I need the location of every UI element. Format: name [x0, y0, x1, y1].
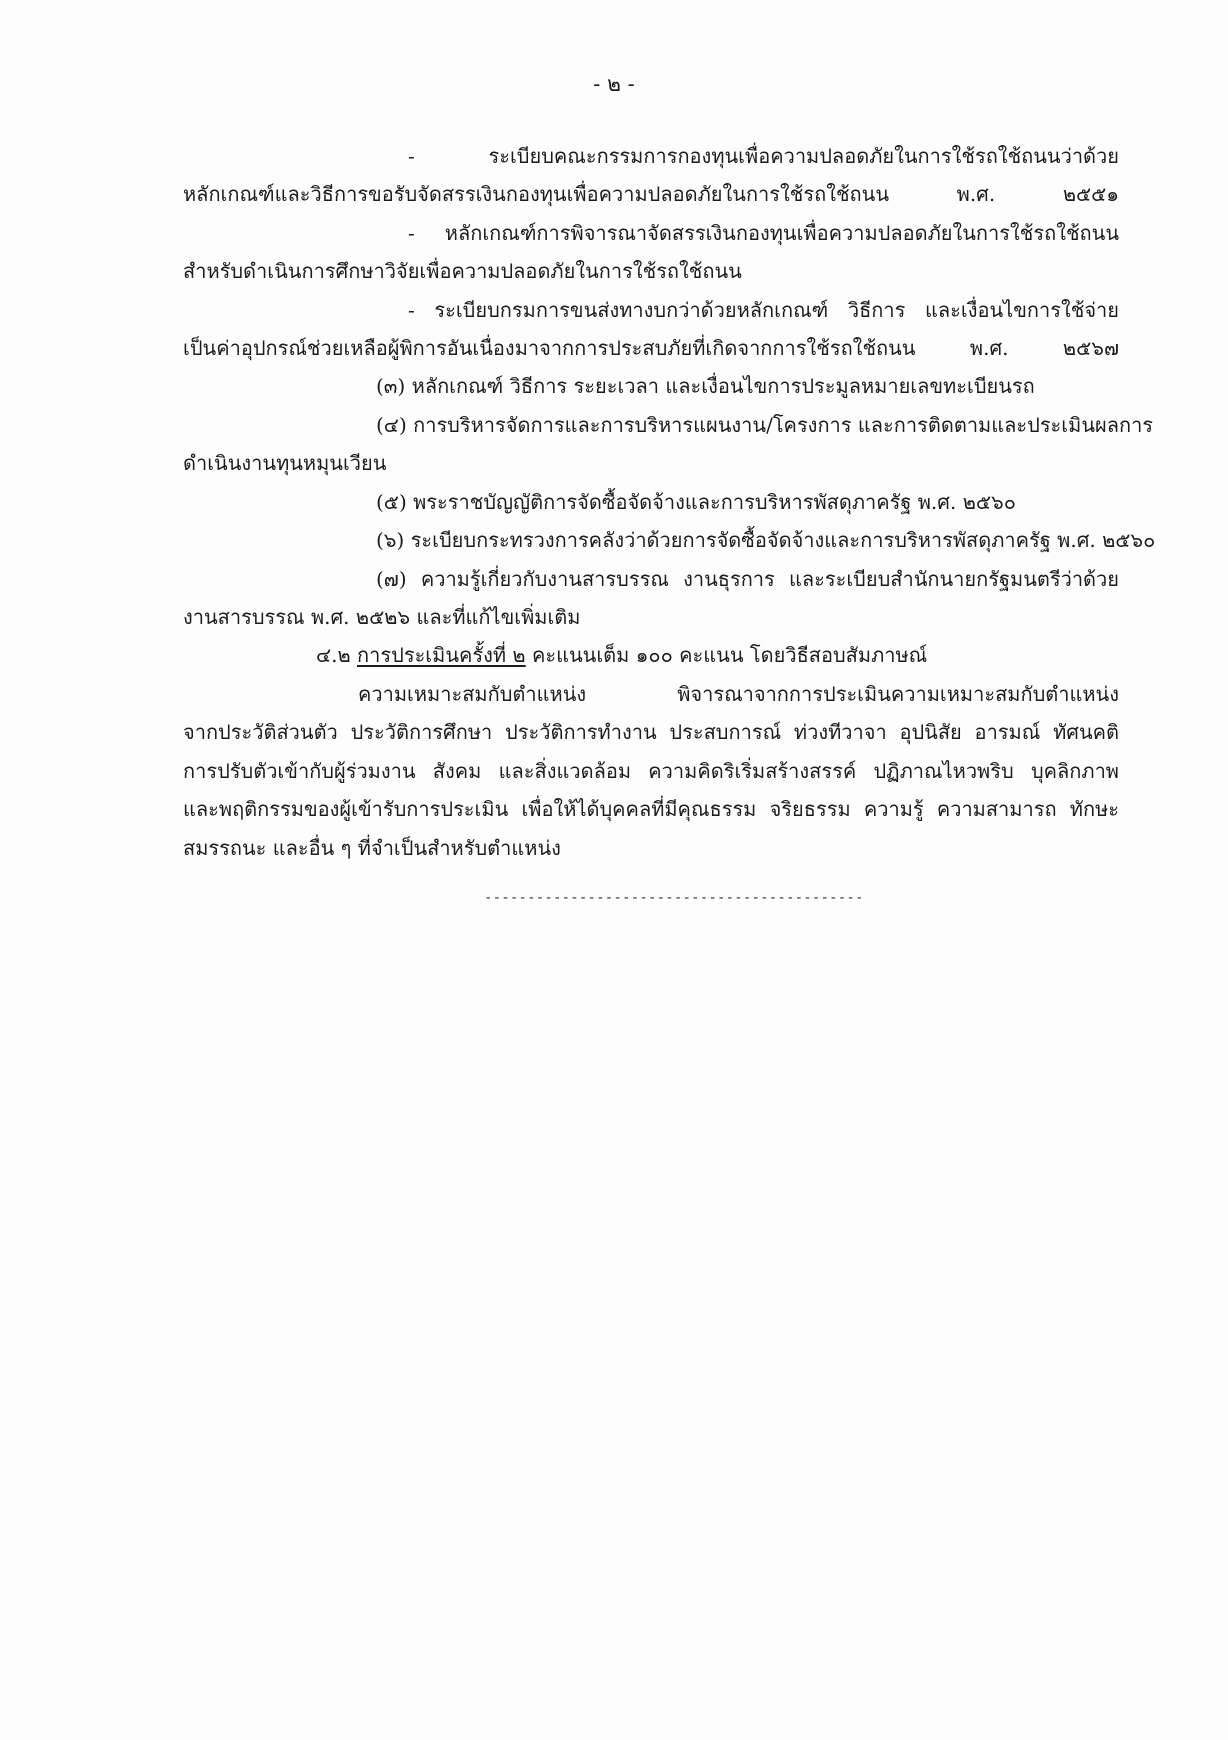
list-item: (๖) ระเบียบกระทรวงการคลังว่าด้วยการจัดซื้อจัดจ้างและการบริหารพัสดุภาครัฐ พ.ศ. ๒๕๖๐ [376, 528, 1156, 552]
paragraph-line: และพฤติกรรมของผู้เข้ารับการประเมิน เพื่อให้ได้บุคคลที่มีคุณธรรม จริยธรรม ความรู้ ความสามารถ ทักษะ [183, 797, 1119, 821]
closing-divider: -------------------------------------------- [484, 890, 864, 906]
text-line: สำหรับดำเนินการศึกษาวิจัยเพื่อความปลอดภัยในการใช้รถใช้ถนน [183, 259, 742, 283]
section-heading-rest: คะแนนเต็ม ๑๐๐ คะแนน โดยวิธีสอบสัมภาษณ์ [531, 643, 928, 667]
list-item: (๓) หลักเกณฑ์ วิธีการ ระยะเวลา และเงื่อนไขการประมูลหมายเลขทะเบียนรถ [376, 374, 1035, 398]
page-number: - ๒ - [593, 72, 635, 96]
text-line: เป็นค่าอุปกรณ์ช่วยเหลือผู้พิการอันเนื่องมาจากการประสบภัยที่เกิดจากการใช้รถใช้ถนน พ.ศ. ๒๕๖๗ [183, 336, 1119, 360]
list-item: (๔) การบริหารจัดการและการบริหารแผนงาน/โครงการ และการติดตามและประเมินผลการ [376, 413, 1154, 437]
paragraph-line: ความเหมาะสมกับตำแหน่ง พิจารณาจากการประเมินความเหมาะสมกับตำแหน่ง [358, 682, 1119, 706]
paragraph-line: การปรับตัวเข้ากับผู้ร่วมงาน สังคม และสิ่งแวดล้อม ความคิดริเริ่มสร้างสรรค์ ปฏิภาณไหวพริบ บุคลิกภาพ [183, 759, 1119, 783]
text-line: - ระเบียบคณะกรรมการกองทุนเพื่อความปลอดภัยในการใช้รถใช้ถนนว่าด้วย [408, 144, 1119, 168]
text-line: ดำเนินงานทุนหมุนเวียน [183, 451, 387, 475]
paragraph-line: จากประวัติส่วนตัว ประวัติการศึกษา ประวัติการทำงาน ประสบการณ์ ท่วงทีวาจา อุปนิสัย อารมณ์ ทัศนคติ [183, 720, 1119, 744]
section-heading [316, 641, 927, 669]
section-heading-underlined: การประเมินครั้งที่ ๒ [357, 643, 526, 667]
text-line: - ระเบียบกรมการขนส่งทางบกว่าด้วยหลักเกณฑ์ วิธีการ และเงื่อนไขการใช้จ่าย [408, 298, 1119, 322]
paragraph-line: สมรรถนะ และอื่น ๆ ที่จำเป็นสำหรับตำแหน่ง [183, 836, 561, 860]
text-line: งานสารบรรณ พ.ศ. ๒๕๒๖ และที่แก้ไขเพิ่มเติม [183, 605, 581, 629]
list-item: (๗) ความรู้เกี่ยวกับงานสารบรรณ งานธุรการ และระเบียบสำนักนายกรัฐมนตรีว่าด้วย [376, 567, 1119, 591]
section-number: ๔.๒ [316, 643, 351, 667]
text-line: - หลักเกณฑ์การพิจารณาจัดสรรเงินกองทุนเพื่อความปลอดภัยในการใช้รถใช้ถนน [408, 221, 1119, 245]
text-line: หลักเกณฑ์และวิธีการขอรับจัดสรรเงินกองทุนเพื่อความปลอดภัยในการใช้รถใช้ถนน พ.ศ. ๒๕๕๑ [183, 182, 1119, 206]
list-item: (๕) พระราชบัญญัติการจัดซื้อจัดจ้างและการบริหารพัสดุภาครัฐ พ.ศ. ๒๕๖๐ [376, 490, 1016, 514]
